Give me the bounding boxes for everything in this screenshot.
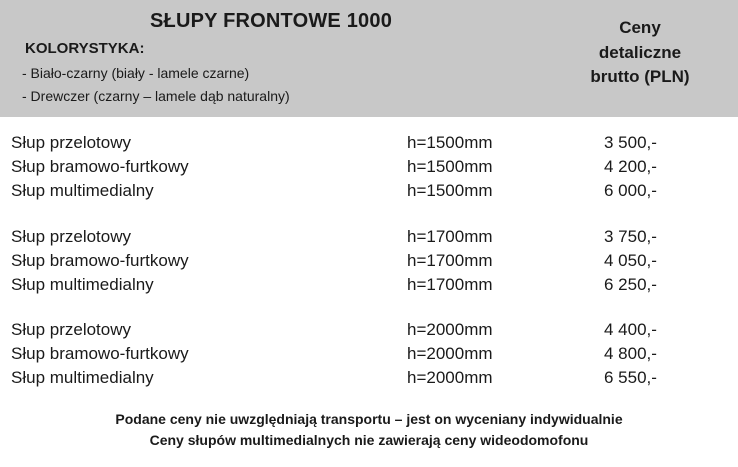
product-height: h=1500mm: [407, 133, 493, 152]
product-height: h=2000mm: [407, 344, 493, 363]
product-name: Słup multimedialny: [11, 368, 154, 387]
product-price: 4 400,-: [604, 320, 657, 339]
price-column-header: [565, 16, 715, 90]
product-name: Słup multimedialny: [11, 275, 154, 294]
price-row: [0, 227, 738, 251]
product-height: h=1700mm: [407, 275, 493, 294]
product-name: Słup multimedialny: [11, 181, 154, 200]
price-row: [0, 320, 738, 344]
price-header-line: Ceny: [619, 18, 661, 37]
product-name: Słup bramowo-furtkowy: [11, 251, 189, 270]
price-row: [0, 133, 738, 157]
color-options-title: KOLORYSTYKA:: [25, 40, 145, 57]
footer-notes: [0, 409, 738, 451]
product-price: 6 250,-: [604, 275, 657, 294]
price-row: [0, 251, 738, 275]
price-row: [0, 368, 738, 392]
header-banner: [0, 0, 738, 117]
price-header-line: brutto (PLN): [590, 67, 690, 86]
product-name: Słup przelotowy: [11, 320, 132, 339]
product-height: h=2000mm: [407, 368, 493, 387]
product-price: 4 800,-: [604, 344, 657, 363]
product-height: h=1700mm: [407, 227, 493, 246]
product-height: h=1500mm: [407, 181, 493, 200]
product-name: Słup bramowo-furtkowy: [11, 344, 189, 363]
price-row: [0, 275, 738, 299]
color-option-drewczer: - Drewczer (czarny – lamele dąb naturalny): [22, 88, 290, 104]
product-height: h=2000mm: [407, 320, 493, 339]
price-row: [0, 344, 738, 368]
product-price: 4 050,-: [604, 251, 657, 270]
product-height: h=1500mm: [407, 157, 493, 176]
color-option-white-black: - Biało-czarny (biały - lamele czarne): [22, 65, 250, 81]
product-price: 3 750,-: [604, 227, 657, 246]
product-price: 6 550,-: [604, 368, 657, 387]
price-row: [0, 157, 738, 181]
page-title: SŁUPY FRONTOWE 1000: [150, 10, 393, 32]
product-price: 4 200,-: [604, 157, 657, 176]
product-height: h=1700mm: [407, 251, 493, 270]
product-name: Słup przelotowy: [11, 133, 132, 152]
product-name: Słup bramowo-furtkowy: [11, 157, 189, 176]
product-price: 3 500,-: [604, 133, 657, 152]
product-price: 6 000,-: [604, 181, 657, 200]
intercom-note: Ceny słupów multimedialnych nie zawierają ceny wideodomofonu: [149, 432, 589, 448]
transport-note: Podane ceny nie uwzględniają transportu – jest on wyceniany indywidualnie: [115, 411, 623, 427]
price-row: [0, 181, 738, 205]
price-header-line: detaliczne: [598, 42, 682, 62]
product-name: Słup przelotowy: [11, 227, 132, 246]
